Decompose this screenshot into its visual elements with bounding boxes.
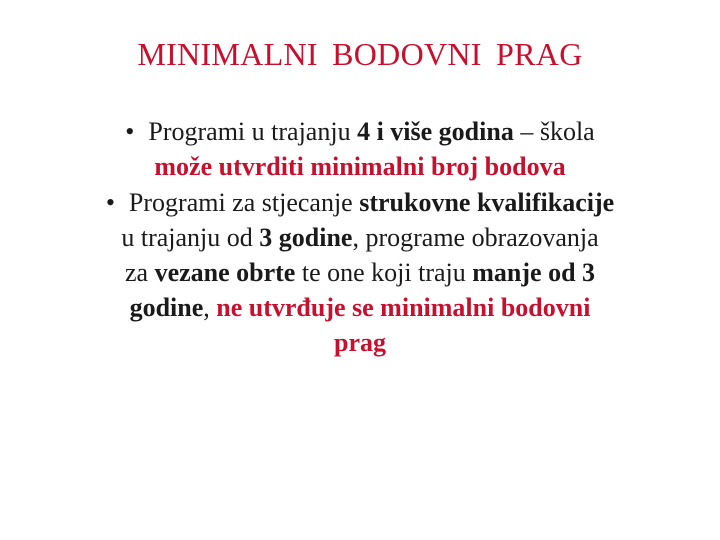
slide-title: MINIMALNI BODOVNI PRAG [137,36,583,72]
bullet-2-line-3 [0,255,720,290]
bullet-2-text-a: Programi za stjecanje [128,188,360,217]
bullet-2-text-e: te one koji traju [295,258,473,287]
bullet-2-highlight-1: ne utvrđuje se minimalni bodovni [216,293,591,322]
bullet-2-emphasis-3: vezane obrte [154,258,296,287]
bullet-2-emphasis-2: 3 godine [259,223,353,252]
bullet-2-emphasis-5: godine [129,293,204,322]
bullet-1-text-c: – škola [513,117,595,146]
bullet-2-emphasis-4: manje od 3 [472,258,596,287]
bullet-2-text-d: za [124,258,155,287]
bullet-2-text-b: u trajanju od [121,223,260,252]
bullet-2-line-5 [0,325,720,360]
bullet-2-emphasis-1: strukovne kvalifikacije [359,188,615,217]
bullet-2-line-2 [0,220,720,255]
bullet-dot-icon: • [125,117,135,146]
bullet-dot-icon: • [105,188,115,217]
bullet-1-line-1 [0,114,720,149]
bullet-1-line-2 [0,149,720,184]
bullet-2-line-1 [0,185,720,220]
bullet-2-text-f: , [203,293,217,322]
bullet-item-2 [0,185,720,360]
bullet-2-line-4 [0,290,720,325]
bullet-1-emphasis: 4 i više godina [357,117,514,146]
bullet-2-text-c: , programe obrazovanja [352,223,599,252]
bullet-item-1 [0,114,720,184]
bullet-1-highlight: može utvrditi minimalni broj bodova [154,152,566,181]
bullet-1-text-a: Programi u trajanju [148,117,358,146]
bullet-2-highlight-2: prag [334,328,386,357]
